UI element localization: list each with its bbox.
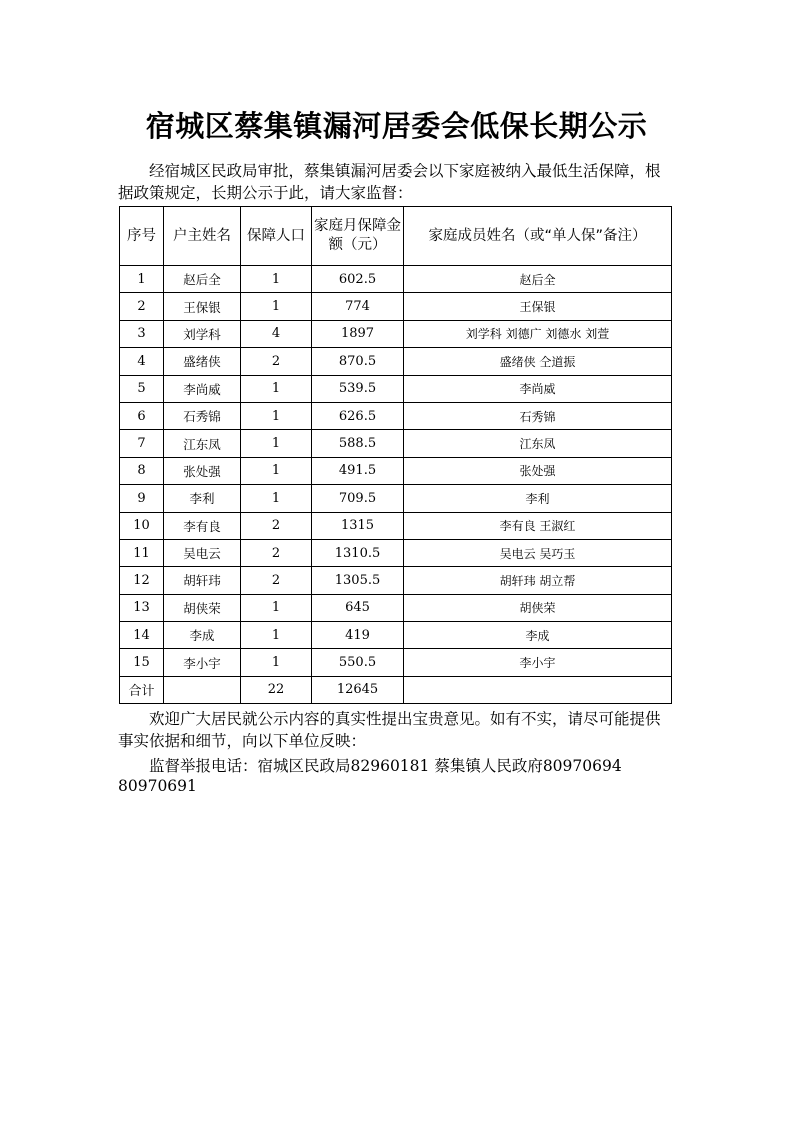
closing-paragraph: 欢迎广大居民就公示内容的真实性提出宝贵意见。如有不实，请尽可能提供事实依据和细节，向以下单位反映： <box>118 710 661 750</box>
row-count: 2 <box>241 567 312 594</box>
row-amount: 870.5 <box>312 348 404 375</box>
table-header-row <box>120 207 672 266</box>
row-count: 2 <box>241 539 312 566</box>
row-count: 1 <box>241 649 312 676</box>
row-amount: 550.5 <box>312 649 404 676</box>
header-name: 户主姓名 <box>164 207 241 266</box>
row-amount: 645 <box>312 594 404 621</box>
row-seq: 13 <box>120 594 164 621</box>
intro-paragraph: 经宿城区民政局审批，蔡集镇漏河居委会以下家庭被纳入最低生活保障，根据政策规定，长期公示于此，请大家监督： <box>118 162 661 202</box>
hotline-line-2: 80970691 <box>118 777 197 795</box>
table-row <box>120 622 672 649</box>
recipient-table <box>119 206 672 704</box>
row-name: 盛绪侠 <box>164 348 241 375</box>
row-count: 1 <box>241 485 312 512</box>
row-name: 江东凤 <box>164 430 241 457</box>
row-amount: 1897 <box>312 320 404 347</box>
row-members: 李小宇 <box>404 649 672 676</box>
hotline-line-1: 监督举报电话：宿城区民政局82960181 蔡集镇人民政府80970694 <box>149 757 622 775</box>
row-seq: 9 <box>120 485 164 512</box>
row-members: 张处强 <box>404 457 672 484</box>
row-amount: 774 <box>312 293 404 320</box>
row-amount: 1315 <box>312 512 404 539</box>
total-label: 合计 <box>120 676 164 703</box>
row-amount: 709.5 <box>312 485 404 512</box>
row-count: 1 <box>241 594 312 621</box>
total-members-cell <box>404 676 672 703</box>
row-seq: 3 <box>120 320 164 347</box>
row-amount: 1305.5 <box>312 567 404 594</box>
row-count: 4 <box>241 320 312 347</box>
row-seq: 6 <box>120 402 164 429</box>
table-row <box>120 649 672 676</box>
row-name: 张处强 <box>164 457 241 484</box>
row-members: 吴电云 吴巧玉 <box>404 539 672 566</box>
row-name: 李尚威 <box>164 375 241 402</box>
row-seq: 11 <box>120 539 164 566</box>
table-row <box>120 375 672 402</box>
row-count: 1 <box>241 457 312 484</box>
row-members: 王保银 <box>404 293 672 320</box>
row-seq: 4 <box>120 348 164 375</box>
row-seq: 14 <box>120 622 164 649</box>
table-row <box>120 266 672 293</box>
table-row <box>120 348 672 375</box>
row-seq: 12 <box>120 567 164 594</box>
row-members: 石秀锦 <box>404 402 672 429</box>
row-members: 胡侠荣 <box>404 594 672 621</box>
row-seq: 10 <box>120 512 164 539</box>
row-members: 胡轩玮 胡立帮 <box>404 567 672 594</box>
row-amount: 1310.5 <box>312 539 404 566</box>
header-members: 家庭成员姓名（或“单人保”备注） <box>404 207 672 266</box>
hotline-block <box>118 756 674 796</box>
row-seq: 15 <box>120 649 164 676</box>
row-name: 李成 <box>164 622 241 649</box>
row-count: 2 <box>241 348 312 375</box>
table-total-row <box>120 676 672 703</box>
row-name: 石秀锦 <box>164 402 241 429</box>
table-row <box>120 485 672 512</box>
table-row <box>120 539 672 566</box>
row-count: 1 <box>241 266 312 293</box>
row-name: 胡侠荣 <box>164 594 241 621</box>
row-amount: 626.5 <box>312 402 404 429</box>
row-name: 吴电云 <box>164 539 241 566</box>
row-amount: 602.5 <box>312 266 404 293</box>
row-count: 1 <box>241 375 312 402</box>
row-seq: 2 <box>120 293 164 320</box>
table-body <box>120 266 672 704</box>
page-title: 宿城区蔡集镇漏河居委会低保长期公示 <box>145 109 648 143</box>
row-members: 李有良 王淑红 <box>404 512 672 539</box>
table-row <box>120 293 672 320</box>
row-members: 李成 <box>404 622 672 649</box>
row-seq: 7 <box>120 430 164 457</box>
row-members: 江东凤 <box>404 430 672 457</box>
row-count: 1 <box>241 402 312 429</box>
header-seq: 序号 <box>120 207 164 266</box>
row-members: 赵后全 <box>404 266 672 293</box>
row-name: 胡轩玮 <box>164 567 241 594</box>
total-amount: 12645 <box>312 676 404 703</box>
table-row <box>120 430 672 457</box>
total-count: 22 <box>241 676 312 703</box>
row-seq: 1 <box>120 266 164 293</box>
row-amount: 419 <box>312 622 404 649</box>
total-name-cell <box>164 676 241 703</box>
row-members: 李利 <box>404 485 672 512</box>
row-amount: 539.5 <box>312 375 404 402</box>
table-row <box>120 457 672 484</box>
row-name: 李小宇 <box>164 649 241 676</box>
row-name: 李有良 <box>164 512 241 539</box>
row-amount: 491.5 <box>312 457 404 484</box>
table-row <box>120 320 672 347</box>
row-name: 李利 <box>164 485 241 512</box>
row-name: 刘学科 <box>164 320 241 347</box>
row-members: 刘学科 刘德广 刘德水 刘萱 <box>404 320 672 347</box>
row-amount: 588.5 <box>312 430 404 457</box>
row-count: 1 <box>241 293 312 320</box>
table-row <box>120 567 672 594</box>
row-name: 王保银 <box>164 293 241 320</box>
table-row <box>120 512 672 539</box>
row-count: 1 <box>241 622 312 649</box>
header-count: 保障人口 <box>241 207 312 266</box>
row-seq: 5 <box>120 375 164 402</box>
table-row <box>120 402 672 429</box>
row-members: 李尚威 <box>404 375 672 402</box>
row-count: 1 <box>241 430 312 457</box>
row-name: 赵后全 <box>164 266 241 293</box>
table-row <box>120 594 672 621</box>
row-seq: 8 <box>120 457 164 484</box>
row-members: 盛绪侠 仝道振 <box>404 348 672 375</box>
header-amount: 家庭月保障金额（元） <box>312 207 404 266</box>
row-count: 2 <box>241 512 312 539</box>
